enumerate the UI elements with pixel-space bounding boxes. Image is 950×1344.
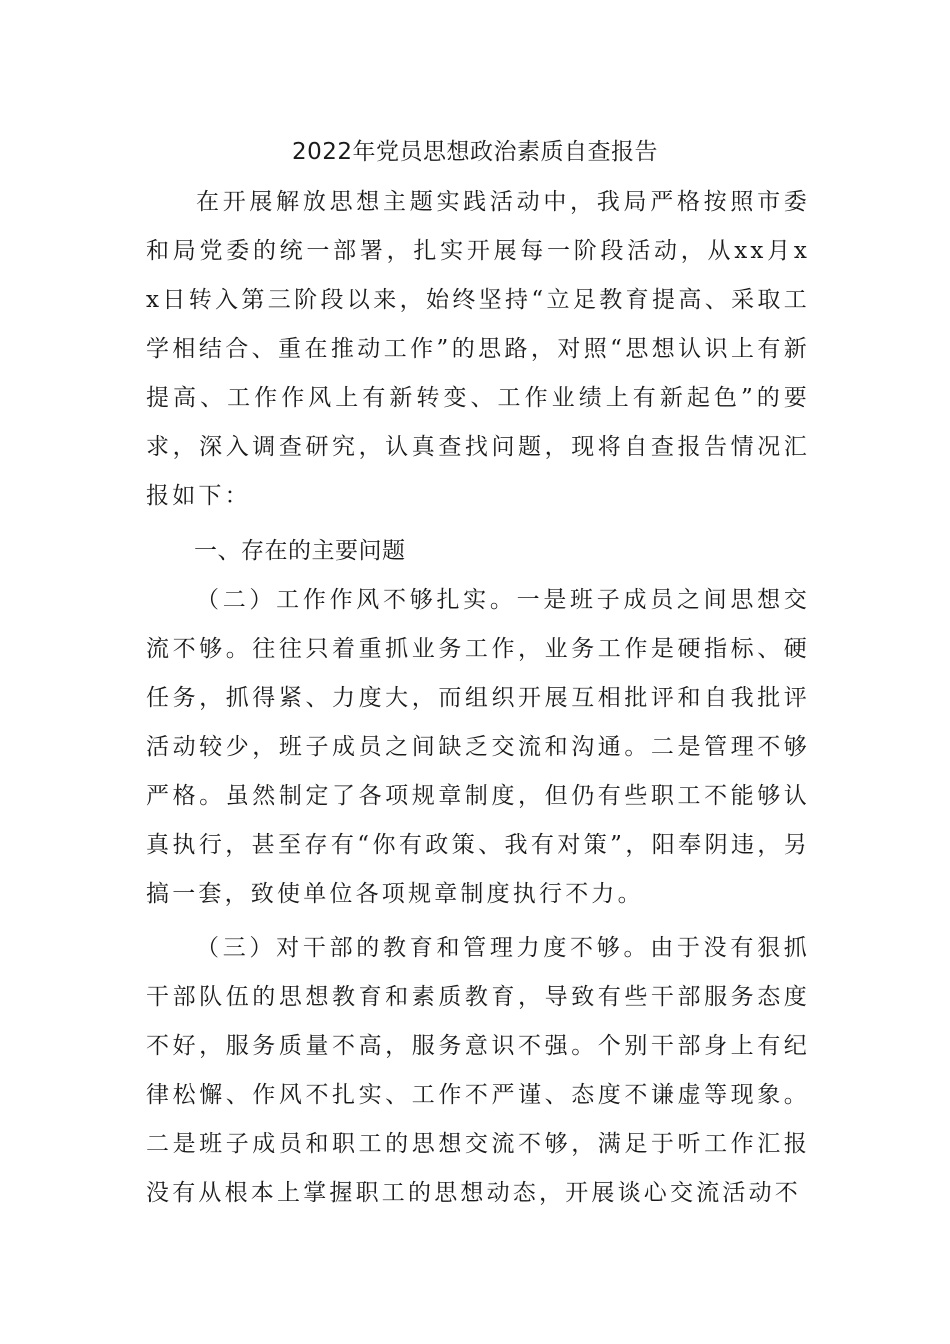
- document-title: 2022年党员思想政治素质自查报告: [291, 139, 659, 165]
- paragraph-cadre-education: （三）对干部的教育和管理力度不够。由于没有狠抓干部队伍的思想教育和素质教育，导致有些干部服务态度不好，服务质量不高，服务意识不强。个别干部身上有纪律松懈、作风不扎实、工作不严谨、态度不谦虚等现象。二是班子成员和职工的思想交流不够，满足于听工作汇报没有从根本上掌握职工的思想动态，开展谈心交流活动不: [146, 935, 810, 1206]
- intro-paragraph: 在开展解放思想主题实践活动中，我局严格按照市委和局党委的统一部署，扎实开展每一阶段活动，从xx月xx日转入第三阶段以来，始终坚持“立足教育提高、采取工学相结合、重在推动工作”的思路，对照“思想认识上有新提高、工作作风上有新转变、工作业绩上有新起色”的要求，深入调查研究，认真查找问题，现将自查报告情况汇报如下：: [146, 189, 810, 509]
- paragraph-work-style: （二）工作作风不够扎实。一是班子成员之间思想交流不够。往往只着重抓业务工作，业务工作是硬指标、硬任务，抓得紧、力度大，而组织开展互相批评和自我批评活动较少，班子成员之间缺乏交流和沟通。二是管理不够严格。虽然制定了各项规章制度，但仍有些职工不能够认真执行，甚至存有“你有政策、我有对策”，阳奉阴违，另搞一套，致使单位各项规章制度执行不力。: [146, 587, 810, 907]
- section-heading: 一、存在的主要问题: [194, 538, 406, 564]
